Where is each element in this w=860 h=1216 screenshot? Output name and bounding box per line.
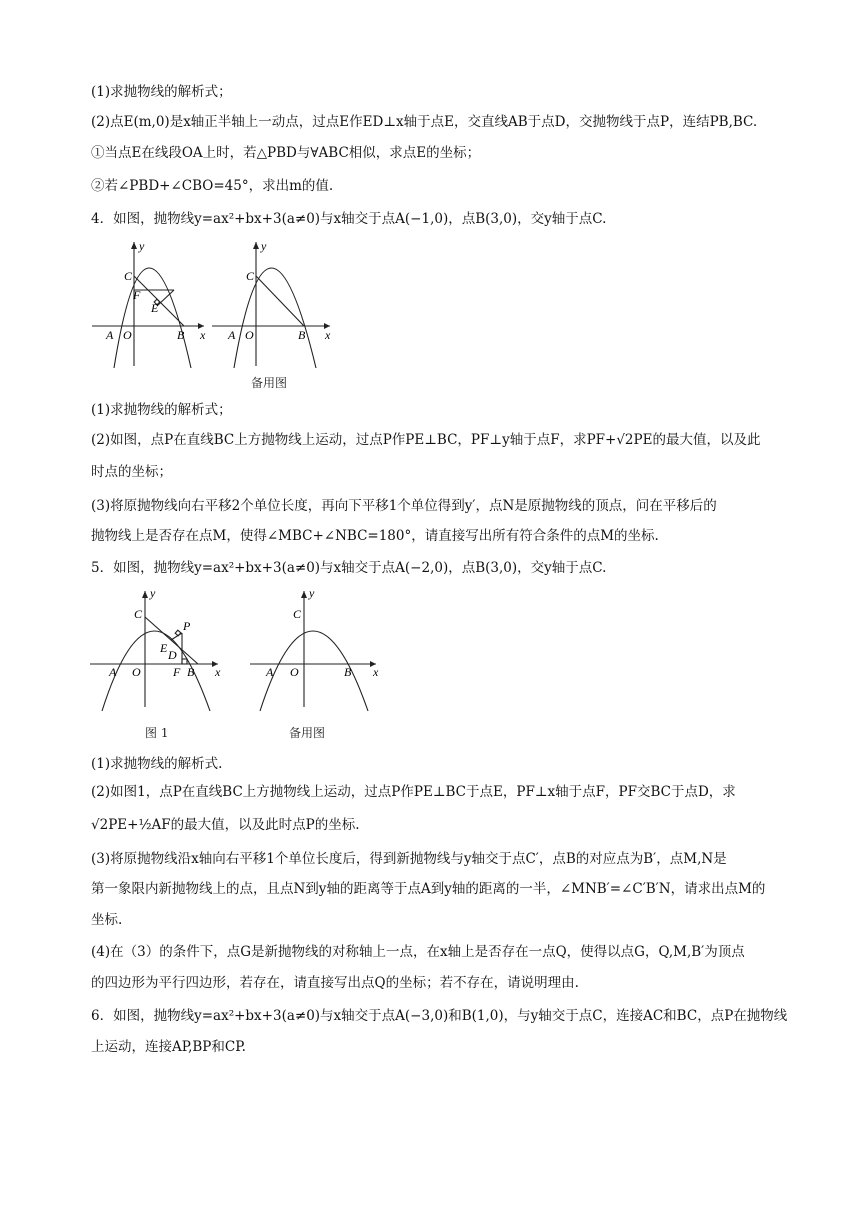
q5-label-B: B bbox=[187, 665, 195, 679]
q5-spare-label-C: C bbox=[293, 607, 302, 621]
q4-part1: (1)求抛物线的解析式； bbox=[91, 402, 232, 418]
q4-spare-label-x: x bbox=[325, 328, 331, 342]
q4-spare-label-y: y bbox=[261, 239, 267, 253]
q5-stem: 5．如图，抛物线y=ax²+bx+3(a≠0)与x轴交于点A(−2,0)，点B(3,0)，交y轴于点C. bbox=[91, 560, 607, 576]
q4-spare-label-A: A bbox=[228, 328, 236, 342]
q4-part3-cont: 抛物线上是否存在点M，使得∠MBC+∠NBC=180°，请直接写出所有符合条件的点M的坐标. bbox=[91, 528, 659, 544]
q5-part3-end: 坐标. bbox=[91, 912, 123, 928]
q5-spare-label-x: x bbox=[373, 665, 379, 679]
q5-spare-label-B: B bbox=[344, 665, 352, 679]
q5-part2-cont: √2PE+½AF的最大值，以及此时点P的坐标. bbox=[91, 817, 360, 833]
q5-label-F: F bbox=[173, 665, 181, 679]
q5-part1: (1)求抛物线的解析式. bbox=[91, 756, 223, 772]
q3-part1: (1)求抛物线的解析式； bbox=[91, 84, 232, 100]
q5-label-x: x bbox=[215, 665, 221, 679]
q5-label-E: E bbox=[160, 641, 168, 655]
q5-figure bbox=[90, 585, 390, 715]
q4-part2: (2)如图，点P在直线BC上方抛物线上运动，过点P作PE⊥BC，PF⊥y轴于点F，求PF+√2PE的最大值，以及此 bbox=[91, 432, 761, 448]
q4-graph-main bbox=[92, 242, 204, 368]
q4-label-y: y bbox=[139, 239, 145, 253]
q5-label-D: D bbox=[168, 648, 177, 662]
q6-stem-cont: 上运动，连接AP,BP和CP. bbox=[91, 1039, 246, 1055]
q5-graph-main bbox=[90, 591, 218, 711]
q5-spare-label-O: O bbox=[290, 665, 299, 679]
q4-part3: (3)将原抛物线向右平移2个单位长度，再向下平移1个单位得到y′，点N是原抛物线的顶点，问在平移后的 bbox=[91, 498, 717, 514]
q4-label-B: B bbox=[177, 328, 185, 342]
q5-figure2-caption: 备用图 bbox=[289, 726, 326, 740]
q4-part2-cont: 时点的坐标； bbox=[91, 464, 172, 480]
q5-label-A: A bbox=[109, 665, 117, 679]
q4-graphs bbox=[92, 236, 352, 396]
q4-graph-spare bbox=[212, 242, 330, 368]
q5-label-C: C bbox=[134, 607, 143, 621]
q4-spare-label-C: C bbox=[246, 269, 255, 283]
q5-graph-spare bbox=[250, 591, 376, 711]
q5-label-y: y bbox=[150, 586, 156, 600]
q4-spare-label-O: O bbox=[245, 328, 254, 342]
q4-label-x: x bbox=[200, 328, 206, 342]
q4-label-C: C bbox=[124, 269, 133, 283]
q4-spare-label-B: B bbox=[298, 328, 306, 342]
q5-label-P: P bbox=[183, 619, 191, 633]
q4-figure bbox=[92, 236, 352, 396]
q5-graphs bbox=[90, 585, 390, 715]
q4-label-F: F bbox=[133, 288, 141, 302]
q4-label-A: A bbox=[106, 328, 114, 342]
q5-figure1-caption: 图 1 bbox=[145, 726, 169, 740]
q4-stem: 4．如图，抛物线y=ax²+bx+3(a≠0)与x轴交于点A(−1,0)，点B(3,0)，交y轴于点C. bbox=[91, 211, 607, 227]
q5-part2: (2)如图1，点P在直线BC上方抛物线上运动，过点P作PE⊥BC于点E，PF⊥x轴于点F，PF交BC于点D，求 bbox=[91, 784, 736, 800]
q5-part3-cont: 第一象限内新抛物线上的点，且点N到y轴的距离等于点A到y轴的距离的一半，∠MNB′=∠C′B′N，请求出点M的 bbox=[91, 881, 766, 897]
q4-figure-caption: 备用图 bbox=[251, 376, 288, 390]
q5-part4-cont: 的四边形为平行四边形，若存在，请直接写出点Q的坐标；若不存在，请说明理由. bbox=[91, 975, 579, 991]
q3-part2-sub1: ①当点E在线段OA上时，若△PBD与∀ABC相似，求点E的坐标； bbox=[91, 145, 481, 161]
q6-stem: 6．如图，抛物线y=ax²+bx+3(a≠0)与x轴交于点A(−3,0)和B(1,0)，与y轴交于点C，连接AC和BC，点P在抛物线 bbox=[91, 1008, 788, 1024]
q4-label-O: O bbox=[123, 328, 132, 342]
q5-part3: (3)将原抛物线沿x轴向右平移1个单位长度后，得到新抛物线与y轴交于点C′，点B的对应点为B′，点M,N是 bbox=[91, 851, 727, 867]
q4-label-E: E bbox=[151, 301, 159, 315]
q5-spare-label-A: A bbox=[266, 665, 274, 679]
q5-part4: (4)在（3）的条件下，点G是新抛物线的对称轴上一点，在x轴上是否存在一点Q，使得以点G，Q,M,B′为顶点 bbox=[91, 944, 745, 960]
q3-part2: (2)点E(m,0)是x轴正半轴上一动点，过点E作ED⊥x轴于点E，交直线AB于点D，交抛物线于点P，连结PB,BC. bbox=[91, 114, 758, 130]
q5-label-O: O bbox=[132, 665, 141, 679]
q3-part2-sub2: ②若∠PBD+∠CBO=45°，求出m的值. bbox=[91, 178, 334, 194]
q5-spare-label-y: y bbox=[309, 586, 315, 600]
